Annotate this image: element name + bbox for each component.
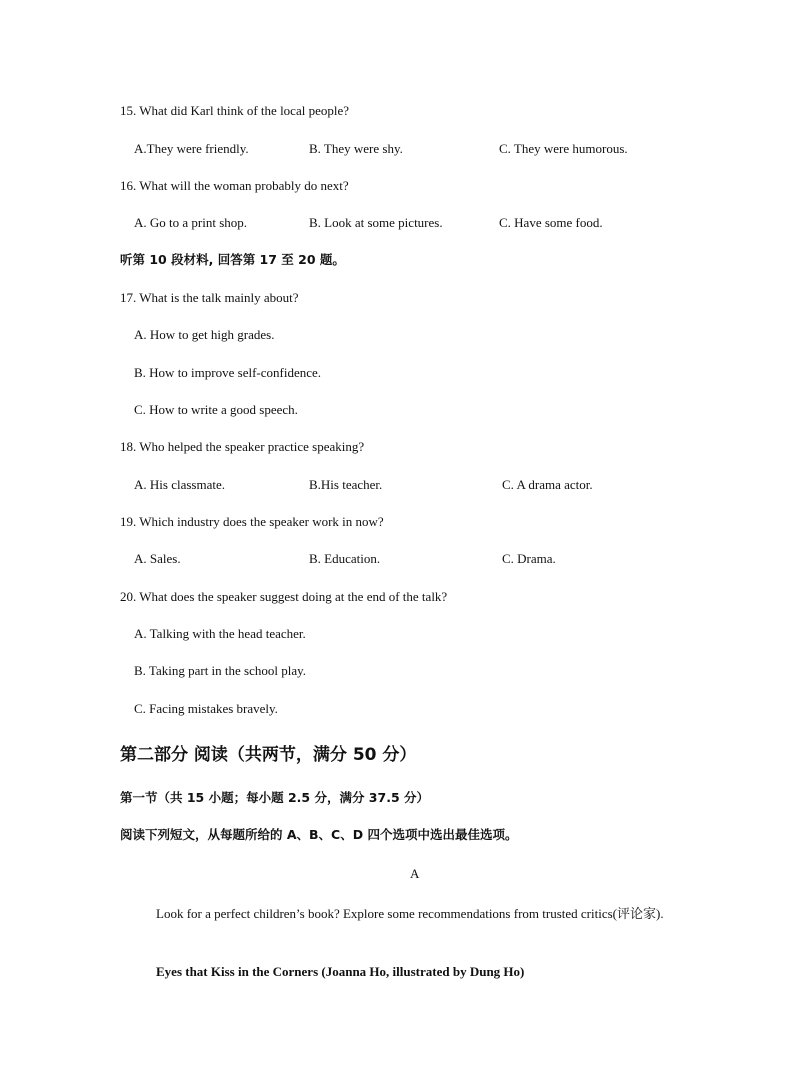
question-20-option-c: C. Facing mistakes bravely.: [134, 701, 278, 716]
question-17-option-a: A. How to get high grades.: [134, 327, 275, 342]
question-18-option-a: A. His classmate.: [134, 477, 225, 492]
listening-section-instruction: 听第 10 段材料, 回答第 17 至 20 题。: [120, 252, 345, 267]
question-15-option-c: C. They were humorous.: [499, 141, 628, 156]
question-19-option-c: C. Drama.: [502, 551, 556, 566]
question-19-option-b: B. Education.: [309, 551, 381, 566]
question-20-stem: 20. What does the speaker suggest doing at the end of the talk?: [120, 589, 448, 604]
question-15-option-a: A.They were friendly.: [134, 141, 249, 156]
question-19-stem: 19. Which industry does the speaker work in now?: [120, 514, 384, 529]
question-19-option-a: A. Sales.: [134, 551, 181, 566]
question-15-option-b: B. They were shy.: [309, 141, 403, 156]
passage-intro: Look for a perfect children’s book? Explore some recommendations from trusted critics(评论家).: [156, 906, 664, 921]
question-16-option-a: A. Go to a print shop.: [134, 215, 248, 230]
question-18-stem: 18. Who helped the speaker practice speaking?: [120, 439, 365, 454]
passage-letter: A: [410, 866, 420, 881]
part-two-title: 第二部分 阅读（共两节，满分 50 分）: [120, 745, 417, 765]
question-16-option-b: B. Look at some pictures.: [309, 215, 443, 230]
question-17-option-b: B. How to improve self-confidence.: [134, 365, 322, 380]
question-20-option-b: B. Taking part in the school play.: [134, 663, 307, 678]
question-16-option-c: C. Have some food.: [499, 215, 603, 230]
reading-instruction: 阅读下列短文，从每题所给的 A、B、C、D 四个选项中选出最佳选项。: [120, 827, 518, 842]
section-one-title: 第一节（共 15 小题；每小题 2.5 分，满分 37.5 分）: [120, 790, 429, 805]
question-15-stem: 15. What did Karl think of the local people?: [120, 103, 349, 118]
question-16-stem: 16. What will the woman probably do next?: [120, 178, 349, 193]
question-20-option-a: A. Talking with the head teacher.: [134, 626, 306, 641]
question-18-option-c: C. A drama actor.: [502, 477, 593, 492]
question-17-stem: 17. What is the talk mainly about?: [120, 290, 299, 305]
question-17-option-c: C. How to write a good speech.: [134, 402, 298, 417]
book-title: Eyes that Kiss in the Corners (Joanna Ho, illustrated by Dung Ho): [156, 964, 525, 979]
question-18-option-b: B.His teacher.: [309, 477, 383, 492]
